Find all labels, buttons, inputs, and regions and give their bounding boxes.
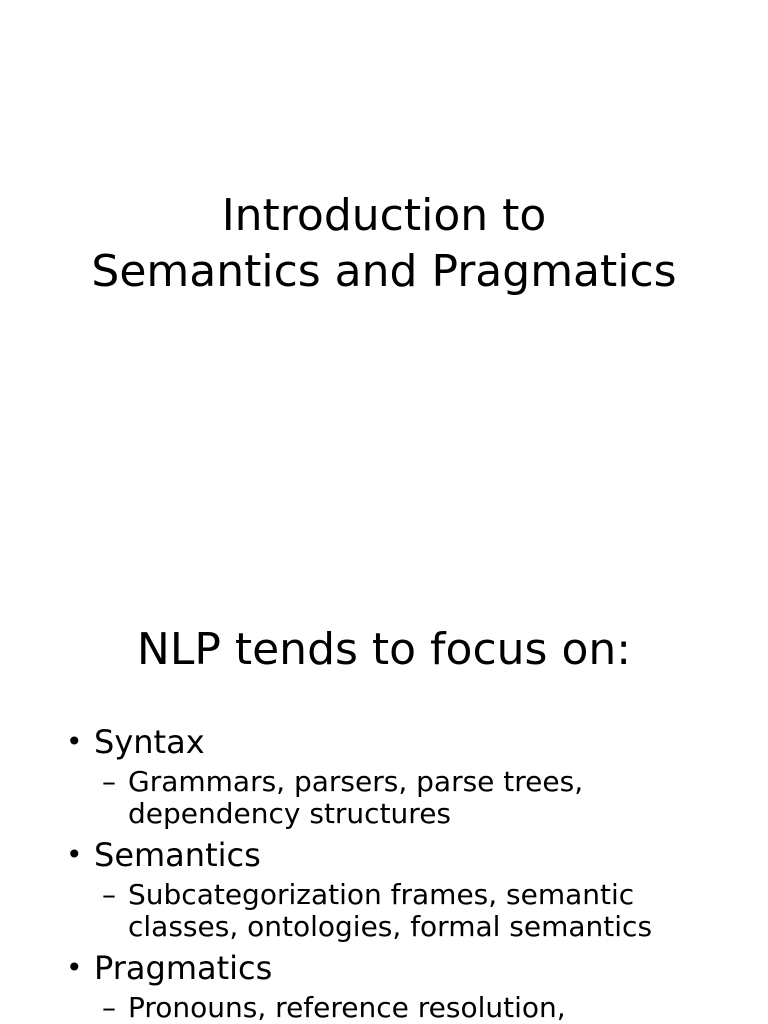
bullet-semantics (0, 835, 768, 943)
bullet-label: Semantics (94, 836, 261, 874)
bullet-marker: • (66, 725, 83, 758)
bullet-pragmatics (0, 948, 768, 1024)
bullet-syntax (0, 722, 768, 830)
bullet-label: Pragmatics (94, 949, 273, 987)
sub-bullet-line: Pronouns, reference resolution, (128, 991, 566, 1024)
sub-bullet-marker: – (102, 765, 116, 798)
bullet-marker: • (66, 838, 83, 871)
bullet-list (0, 722, 768, 1024)
sub-bullet-line: Subcategorization frames, semantic (128, 878, 635, 911)
sub-bullet-marker: – (102, 991, 116, 1024)
sub-bullet-line: classes, ontologies, formal semantics (128, 910, 653, 943)
slide-heading: NLP tends to focus on: (136, 624, 632, 675)
bullet-marker: • (66, 951, 83, 984)
title-line-2: Semantics and Pragmatics (91, 246, 677, 297)
sub-bullet (0, 766, 768, 830)
presentation-title (0, 188, 768, 300)
sub-bullet-line: dependency structures (128, 797, 452, 830)
slide-nlp-focus (0, 576, 768, 1024)
sub-bullet-line: Grammars, parsers, parse trees, (128, 765, 584, 798)
sub-bullet-marker: – (102, 878, 116, 911)
sub-bullet (0, 992, 768, 1024)
sub-bullet (0, 879, 768, 943)
bullet-label: Syntax (94, 723, 205, 761)
title-line-1: Introduction to (221, 190, 547, 241)
